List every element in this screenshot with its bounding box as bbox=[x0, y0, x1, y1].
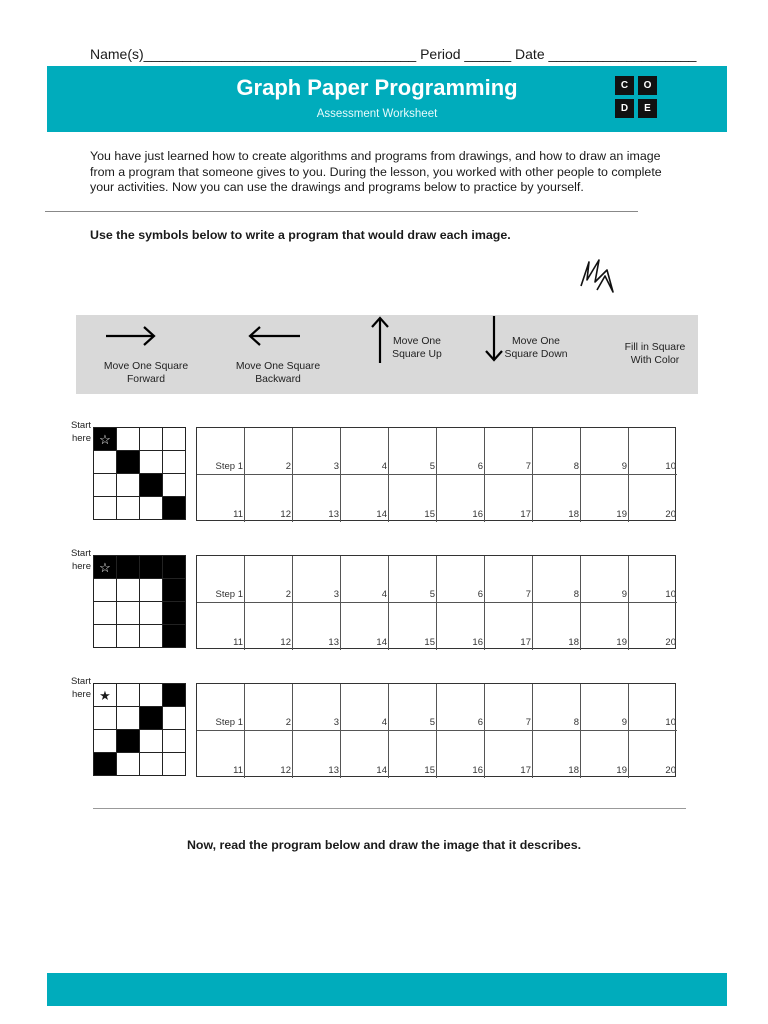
star-icon: ★ bbox=[99, 687, 111, 703]
step-cell[interactable] bbox=[437, 428, 485, 475]
legend-down-line1: Move One bbox=[512, 336, 560, 347]
grid-cell-filled bbox=[140, 707, 163, 730]
legend-forward-label bbox=[96, 361, 196, 386]
step-number: 7 bbox=[525, 717, 531, 728]
step-cell[interactable] bbox=[533, 684, 581, 731]
step-cell[interactable] bbox=[581, 556, 629, 603]
step-number: 17 bbox=[520, 637, 531, 648]
start-here-label bbox=[61, 547, 91, 573]
start-here-label bbox=[61, 675, 91, 701]
step-number: 3 bbox=[333, 461, 339, 472]
step-number: 4 bbox=[381, 589, 387, 600]
step-number: 12 bbox=[280, 637, 291, 648]
logo-letter: C bbox=[615, 76, 634, 95]
legend-down-line2: Square Down bbox=[504, 348, 568, 360]
grid-cell-empty bbox=[140, 497, 163, 520]
step-number: 18 bbox=[568, 637, 579, 648]
step-cell[interactable] bbox=[629, 428, 677, 475]
logo-letter: O bbox=[638, 76, 657, 95]
step-cell[interactable] bbox=[245, 603, 293, 650]
step-cell[interactable] bbox=[485, 475, 533, 522]
step-cell[interactable] bbox=[341, 556, 389, 603]
grid-cell-filled bbox=[163, 684, 186, 707]
grid-cell-empty bbox=[94, 602, 117, 625]
step-number: 19 bbox=[616, 765, 627, 776]
page-title: Graph Paper Programming bbox=[236, 75, 518, 100]
grid-cell-filled bbox=[117, 556, 140, 579]
step-number: 5 bbox=[429, 717, 435, 728]
grid-cell-empty bbox=[117, 474, 140, 497]
step-number: 7 bbox=[525, 589, 531, 600]
step-number: 3 bbox=[333, 589, 339, 600]
step-number: 20 bbox=[665, 765, 676, 776]
divider bbox=[93, 808, 686, 809]
step-cell[interactable] bbox=[437, 475, 485, 522]
logo-letter: D bbox=[615, 99, 634, 118]
step-cell[interactable] bbox=[389, 556, 437, 603]
grid-cell-empty bbox=[140, 730, 163, 753]
grid-cell-empty bbox=[117, 579, 140, 602]
step-number: 13 bbox=[328, 509, 339, 520]
grid-cell-empty bbox=[94, 474, 117, 497]
name-period-date-line: Name(s)___________________________________ Period ______ Date ___________________ bbox=[90, 46, 697, 62]
legend-up-line1: Move One bbox=[393, 336, 441, 347]
step-cell[interactable] bbox=[389, 731, 437, 778]
start-label-line1: Start bbox=[70, 676, 91, 687]
step-number: 11 bbox=[233, 765, 243, 776]
grid-cell-empty bbox=[163, 753, 186, 776]
step-cell[interactable] bbox=[581, 428, 629, 475]
step-cell[interactable] bbox=[341, 684, 389, 731]
step-cell[interactable] bbox=[197, 731, 245, 778]
step-number: Step 1 bbox=[215, 589, 243, 600]
step-number: 19 bbox=[616, 509, 627, 520]
left-arrow-icon bbox=[246, 325, 302, 347]
grid-cell-empty bbox=[140, 602, 163, 625]
step-cell[interactable] bbox=[533, 475, 581, 522]
star-icon: ☆ bbox=[99, 431, 111, 447]
step-number: 15 bbox=[424, 765, 435, 776]
code-logo bbox=[615, 76, 661, 122]
step-number: 14 bbox=[376, 765, 387, 776]
legend-fill-label bbox=[612, 342, 698, 367]
grid-cell-empty bbox=[94, 497, 117, 520]
step-number: 15 bbox=[424, 637, 435, 648]
step-cell[interactable] bbox=[293, 475, 341, 522]
step-number: 4 bbox=[381, 461, 387, 472]
step-cell[interactable] bbox=[389, 603, 437, 650]
step-number: 16 bbox=[472, 509, 483, 520]
step-number: 13 bbox=[328, 765, 339, 776]
step-cell[interactable] bbox=[629, 731, 677, 778]
picture-grid bbox=[93, 555, 186, 648]
step-cell[interactable] bbox=[245, 556, 293, 603]
grid-cell-filled bbox=[94, 753, 117, 776]
grid-cell-filled bbox=[117, 451, 140, 474]
step-number: 19 bbox=[616, 637, 627, 648]
legend-backward-line2: Backward bbox=[255, 373, 301, 385]
step-number: 5 bbox=[429, 589, 435, 600]
program-steps-box bbox=[196, 683, 676, 777]
grid-cell-filled bbox=[117, 730, 140, 753]
grid-cell-empty bbox=[163, 474, 186, 497]
picture-grid bbox=[93, 683, 186, 776]
step-number: 20 bbox=[665, 637, 676, 648]
grid-cell-empty bbox=[140, 579, 163, 602]
grid-cell-empty bbox=[163, 428, 186, 451]
step-number: 8 bbox=[573, 717, 579, 728]
step-cell[interactable] bbox=[245, 684, 293, 731]
step-number: 2 bbox=[285, 717, 291, 728]
grid-cell-empty bbox=[117, 753, 140, 776]
step-number: 17 bbox=[520, 509, 531, 520]
logo-letter: E bbox=[638, 99, 657, 118]
step-number: 2 bbox=[285, 461, 291, 472]
step-number: 2 bbox=[285, 589, 291, 600]
step-number: 10 bbox=[665, 589, 676, 600]
grid-cell-empty bbox=[94, 707, 117, 730]
step-number: 10 bbox=[665, 717, 676, 728]
step-number: 20 bbox=[665, 509, 676, 520]
step-number: 11 bbox=[233, 509, 243, 520]
step-cell[interactable] bbox=[485, 556, 533, 603]
step-cell[interactable] bbox=[437, 603, 485, 650]
step-cell[interactable] bbox=[293, 556, 341, 603]
title-banner bbox=[47, 66, 727, 132]
step-cell[interactable] bbox=[485, 428, 533, 475]
step-cell[interactable] bbox=[293, 684, 341, 731]
step-number: 15 bbox=[424, 509, 435, 520]
step-cell[interactable] bbox=[389, 684, 437, 731]
grid-cell-empty bbox=[94, 451, 117, 474]
legend-down-label bbox=[496, 336, 576, 361]
grid-cell-empty bbox=[140, 684, 163, 707]
step-cell[interactable] bbox=[485, 684, 533, 731]
step-number: 17 bbox=[520, 765, 531, 776]
instruction-heading-2: Now, read the program below and draw the image that it describes. bbox=[186, 838, 582, 852]
legend-fill-line2: With Color bbox=[630, 354, 680, 366]
step-cell[interactable] bbox=[341, 428, 389, 475]
step-cell[interactable] bbox=[581, 684, 629, 731]
grid-cell-empty bbox=[94, 625, 117, 648]
grid-cell-empty bbox=[140, 753, 163, 776]
step-number: 7 bbox=[525, 461, 531, 472]
grid-cell-empty bbox=[163, 707, 186, 730]
start-label-line1: Start bbox=[70, 548, 91, 559]
step-cell[interactable] bbox=[485, 603, 533, 650]
step-number: Step 1 bbox=[215, 717, 243, 728]
step-cell[interactable] bbox=[293, 731, 341, 778]
grid-cell-empty bbox=[163, 451, 186, 474]
legend-backward-line1: Move One Square bbox=[235, 361, 321, 372]
legend-forward-line2: Forward bbox=[126, 373, 166, 385]
symbol-legend bbox=[76, 315, 698, 394]
divider bbox=[45, 211, 638, 212]
step-number: 6 bbox=[477, 717, 483, 728]
step-number: 18 bbox=[568, 765, 579, 776]
step-number: 10 bbox=[665, 461, 676, 472]
step-number: 8 bbox=[573, 589, 579, 600]
step-number: 8 bbox=[573, 461, 579, 472]
legend-forward-line1: Move One Square bbox=[103, 361, 189, 372]
legend-backward-label bbox=[228, 361, 328, 386]
legend-fill-line1: Fill in Square bbox=[624, 342, 686, 353]
step-cell[interactable] bbox=[341, 475, 389, 522]
start-label-line2: here bbox=[71, 689, 91, 700]
grid-cell-empty bbox=[163, 730, 186, 753]
legend-up-label bbox=[382, 336, 452, 361]
program-steps-box bbox=[196, 427, 676, 521]
step-cell[interactable] bbox=[629, 475, 677, 522]
step-cell[interactable] bbox=[533, 556, 581, 603]
grid-cell-filled bbox=[163, 497, 186, 520]
step-cell[interactable] bbox=[389, 475, 437, 522]
grid-cell-empty bbox=[140, 428, 163, 451]
step-cell[interactable] bbox=[533, 603, 581, 650]
step-cell[interactable] bbox=[581, 603, 629, 650]
grid-cell-empty bbox=[117, 428, 140, 451]
step-cell[interactable] bbox=[197, 475, 245, 522]
page-subtitle: Assessment Worksheet bbox=[316, 108, 438, 120]
grid-cell-empty bbox=[117, 497, 140, 520]
step-number: 9 bbox=[621, 589, 627, 600]
step-cell[interactable] bbox=[197, 603, 245, 650]
step-cell[interactable] bbox=[437, 731, 485, 778]
step-cell[interactable] bbox=[293, 603, 341, 650]
start-here-label bbox=[61, 419, 91, 445]
step-number: 4 bbox=[381, 717, 387, 728]
step-cell[interactable] bbox=[629, 556, 677, 603]
step-number: 9 bbox=[621, 717, 627, 728]
step-cell[interactable] bbox=[389, 428, 437, 475]
grid-cell-empty bbox=[117, 602, 140, 625]
step-number: 9 bbox=[621, 461, 627, 472]
grid-cell-empty bbox=[140, 451, 163, 474]
step-cell[interactable] bbox=[485, 731, 533, 778]
step-cell[interactable] bbox=[533, 428, 581, 475]
step-number: 16 bbox=[472, 637, 483, 648]
step-number: 11 bbox=[233, 637, 243, 648]
grid-cell-empty bbox=[117, 684, 140, 707]
footer-bar bbox=[47, 973, 727, 1006]
step-cell[interactable] bbox=[197, 684, 245, 731]
grid-cell-filled bbox=[163, 556, 186, 579]
start-cell-filled bbox=[94, 556, 117, 579]
step-cell[interactable] bbox=[293, 428, 341, 475]
step-number: 18 bbox=[568, 509, 579, 520]
step-number: 5 bbox=[429, 461, 435, 472]
start-label-line2: here bbox=[71, 433, 91, 444]
step-cell[interactable] bbox=[581, 731, 629, 778]
right-arrow-icon bbox=[104, 325, 158, 347]
legend-up-line2: Square Up bbox=[392, 348, 442, 360]
grid-cell-filled bbox=[163, 625, 186, 648]
star-icon: ☆ bbox=[99, 559, 111, 575]
step-cell[interactable] bbox=[197, 556, 245, 603]
grid-cell-empty bbox=[140, 625, 163, 648]
start-label-line2: here bbox=[71, 561, 91, 572]
step-number: 6 bbox=[477, 589, 483, 600]
step-cell[interactable] bbox=[437, 684, 485, 731]
instruction-heading: Use the symbols below to write a program that would draw each image. bbox=[90, 228, 511, 242]
step-cell[interactable] bbox=[341, 731, 389, 778]
start-cell bbox=[94, 684, 117, 707]
step-number: 6 bbox=[477, 461, 483, 472]
step-number: 14 bbox=[376, 509, 387, 520]
step-number: 16 bbox=[472, 765, 483, 776]
start-cell-filled bbox=[94, 428, 117, 451]
grid-cell-empty bbox=[94, 730, 117, 753]
step-number: Step 1 bbox=[215, 461, 243, 472]
start-label-line1: Start bbox=[70, 420, 91, 431]
step-cell[interactable] bbox=[341, 603, 389, 650]
grid-cell-empty bbox=[117, 625, 140, 648]
step-cell[interactable] bbox=[245, 731, 293, 778]
step-number: 3 bbox=[333, 717, 339, 728]
step-number: 12 bbox=[280, 765, 291, 776]
grid-cell-empty bbox=[94, 579, 117, 602]
grid-cell-filled bbox=[163, 579, 186, 602]
step-number: 14 bbox=[376, 637, 387, 648]
grid-cell-filled bbox=[163, 602, 186, 625]
step-cell[interactable] bbox=[629, 684, 677, 731]
step-cell[interactable] bbox=[245, 475, 293, 522]
step-number: 13 bbox=[328, 637, 339, 648]
step-cell[interactable] bbox=[245, 428, 293, 475]
scribble-icon bbox=[577, 256, 617, 302]
grid-cell-empty bbox=[117, 707, 140, 730]
program-steps-box bbox=[196, 555, 676, 649]
step-cell[interactable] bbox=[581, 475, 629, 522]
step-cell[interactable] bbox=[533, 731, 581, 778]
picture-grid bbox=[93, 427, 186, 520]
step-number: 12 bbox=[280, 509, 291, 520]
step-cell[interactable] bbox=[629, 603, 677, 650]
step-cell[interactable] bbox=[197, 428, 245, 475]
grid-cell-filled bbox=[140, 556, 163, 579]
intro-paragraph: You have just learned how to create algorithms and programs from drawings, and how to draw an image from a program that someone gives to you. During the lesson, you worked with other people to complete your activities. Now you can use the drawings and programs below to practice by yourself. bbox=[90, 149, 662, 194]
grid-cell-filled bbox=[140, 474, 163, 497]
step-cell[interactable] bbox=[437, 556, 485, 603]
